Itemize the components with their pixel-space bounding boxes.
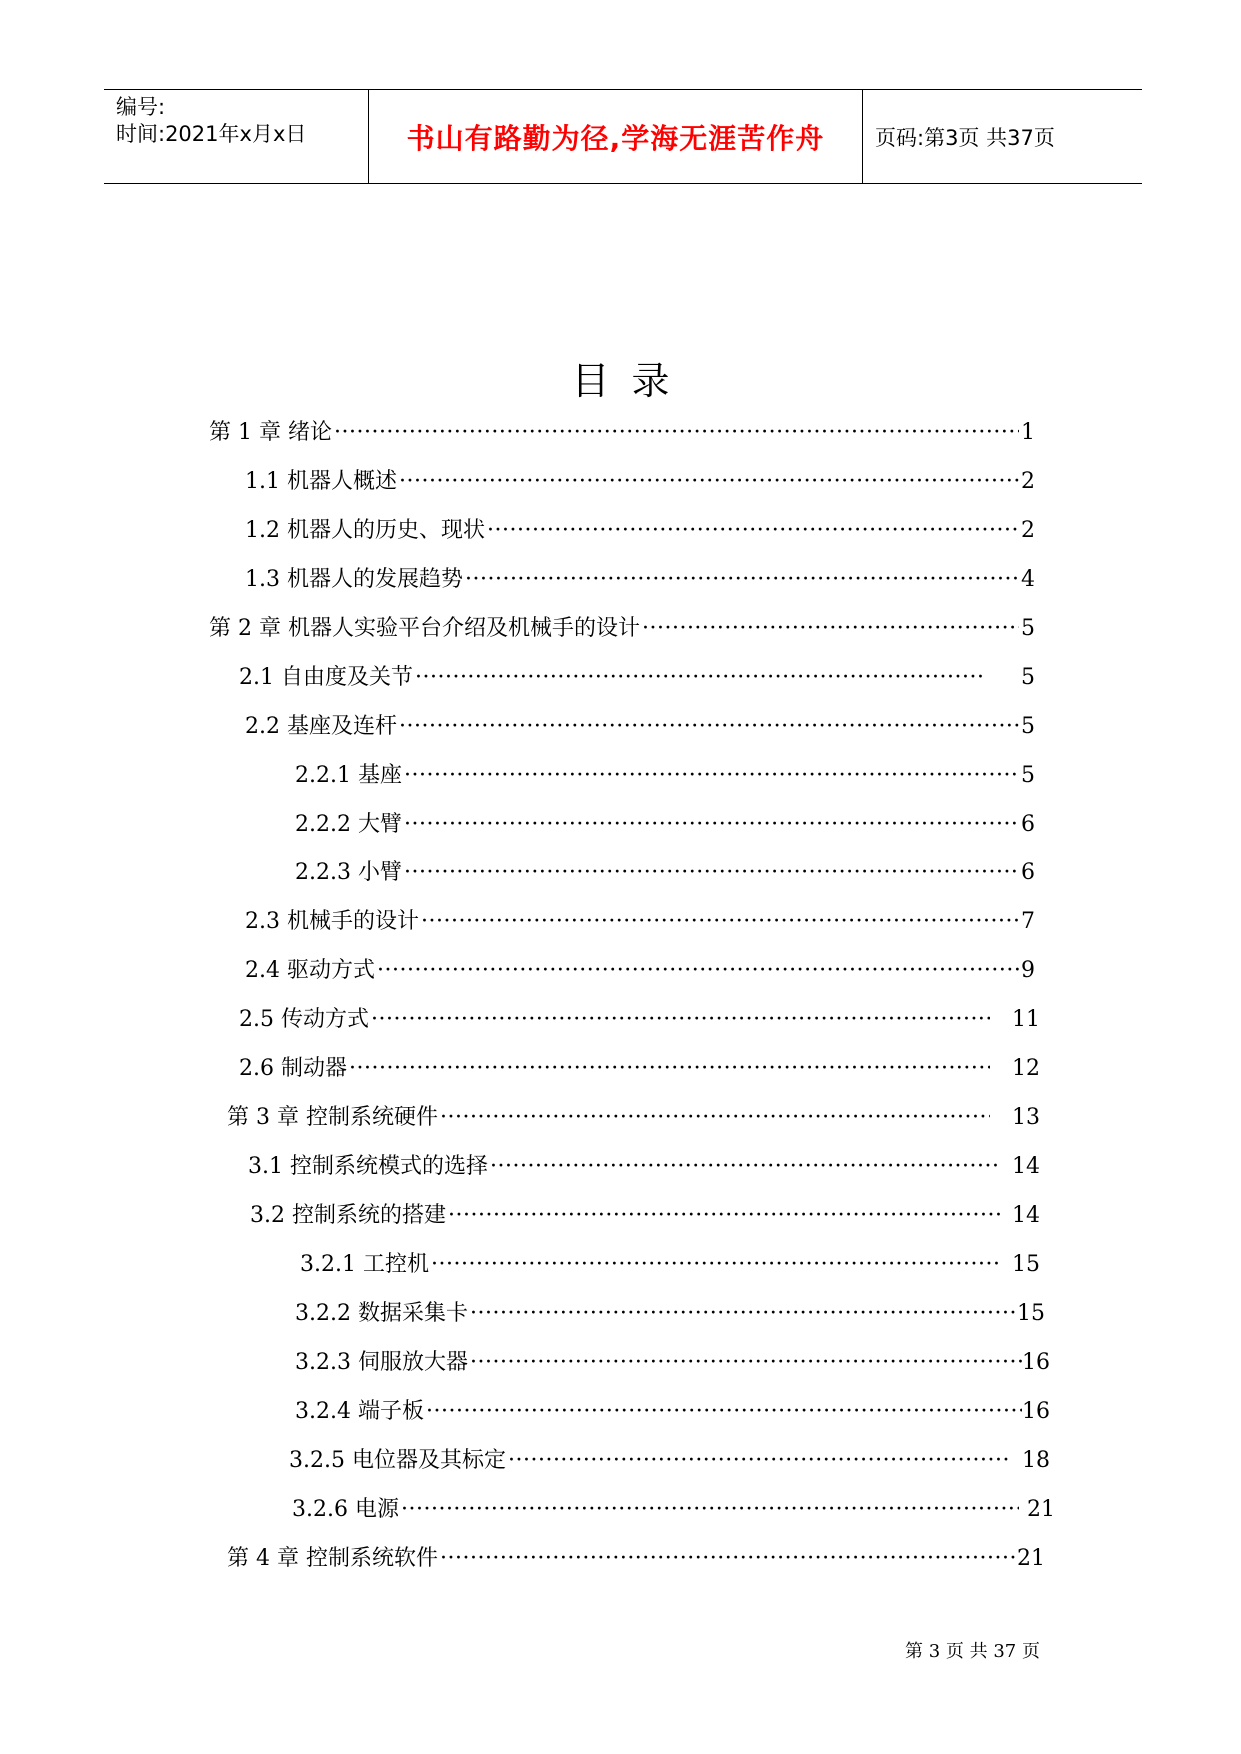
toc-entry-page: 2 [1021, 469, 1035, 494]
toc-entry-label: 3.2.2 数据采集卡 [295, 1301, 468, 1326]
toc-entry[interactable] [295, 1347, 1050, 1379]
toc-entry[interactable] [209, 613, 1035, 645]
toc-entry-label: 1.1 机器人概述 [245, 469, 397, 494]
toc-entry-page: 16 [1022, 1399, 1050, 1424]
toc-entry[interactable] [245, 906, 1035, 938]
toc-entry[interactable] [239, 1004, 1040, 1036]
toc-leader [377, 955, 1019, 987]
toc-leader [399, 466, 1019, 498]
toc-entry-page: 5 [1021, 665, 1035, 690]
toc-entry-label: 第 2 章 机器人实验平台介绍及机械手的设计 [209, 616, 640, 641]
toc-entry-label: 第 3 章 控制系统硬件 [227, 1105, 438, 1130]
toc-entry-page: 16 [1022, 1350, 1050, 1375]
toc-leader [440, 1543, 1017, 1575]
toc-leader [404, 809, 1019, 841]
toc-entry-label: 第 1 章 绪论 [209, 420, 332, 445]
toc-entry-page: 6 [1021, 860, 1035, 885]
toc-entry[interactable] [295, 1396, 1050, 1428]
toc-leader [508, 1445, 1008, 1477]
toc-entry[interactable] [239, 1053, 1040, 1085]
toc-entry-page: 6 [1021, 812, 1035, 837]
toc-leader [415, 662, 983, 694]
toc-entry[interactable] [245, 564, 1035, 596]
toc-entry-page: 15 [1012, 1252, 1040, 1277]
toc-leader [487, 515, 1019, 547]
toc-entry-page: 2 [1021, 518, 1035, 543]
toc-leader [448, 1200, 1000, 1232]
page-code: 页码:第3页 共37页 [875, 125, 1055, 150]
page-footer: 第 3 页 共 37 页 [905, 1641, 1040, 1662]
toc-entry-page: 5 [1021, 763, 1035, 788]
toc-entry-page: 11 [1012, 1007, 1040, 1032]
toc-entry[interactable] [292, 1494, 1055, 1526]
toc-entry-label: 3.2 控制系统的搭建 [250, 1203, 446, 1228]
toc-entry-page: 5 [1021, 616, 1035, 641]
toc-entry-label: 3.2.5 电位器及其标定 [289, 1448, 506, 1473]
toc-entry-page: 9 [1021, 958, 1035, 983]
toc-title: 目录 [571, 359, 692, 403]
toc-entry-label: 2.2.2 大臂 [295, 812, 402, 837]
motto-text: 书山有路勤为径,学海无涯苦作舟 [406, 121, 825, 155]
toc-entry-page: 14 [1012, 1203, 1040, 1228]
toc-leader [399, 711, 1019, 743]
toc-entry-label: 1.3 机器人的发展趋势 [245, 567, 463, 592]
toc-entry[interactable] [250, 1200, 1040, 1232]
toc-entry-label: 3.1 控制系统模式的选择 [248, 1154, 488, 1179]
toc-entry[interactable] [245, 711, 1035, 743]
toc-entry[interactable] [239, 662, 1035, 694]
toc-leader [431, 1249, 1000, 1281]
toc-leader [426, 1396, 1022, 1428]
toc-entry-label: 2.2 基座及连杆 [245, 714, 397, 739]
toc-entry-page: 13 [1012, 1105, 1040, 1130]
toc-entry-page: 18 [1022, 1448, 1050, 1473]
toc-leader [371, 1004, 990, 1036]
toc-entry-label: 2.3 机械手的设计 [245, 909, 419, 934]
toc-entry[interactable] [248, 1151, 1040, 1183]
toc-entry-label: 2.2.1 基座 [295, 763, 402, 788]
toc-leader [421, 906, 1019, 938]
time-label: 时间:2021年x月x日 [116, 122, 307, 146]
toc-entry[interactable] [245, 515, 1035, 547]
toc-entry[interactable] [227, 1102, 1040, 1134]
toc-entry[interactable] [227, 1543, 1045, 1575]
toc-entry[interactable] [245, 466, 1035, 498]
toc-entry-label: 2.5 传动方式 [239, 1007, 369, 1032]
toc-leader [404, 857, 1019, 889]
toc-entry-page: 1 [1021, 420, 1035, 445]
toc-entry[interactable] [295, 857, 1035, 889]
toc-leader [642, 613, 1019, 645]
toc-entry-page: 15 [1017, 1301, 1045, 1326]
toc-entry-page: 5 [1021, 714, 1035, 739]
toc-leader [470, 1347, 1022, 1379]
toc-leader [465, 564, 1019, 596]
toc-entry-label: 3.2.4 端子板 [295, 1399, 424, 1424]
toc-entry-label: 2.2.3 小臂 [295, 860, 402, 885]
toc-leader [349, 1053, 990, 1085]
toc-entry-label: 第 4 章 控制系统软件 [227, 1546, 438, 1571]
toc-entry-label: 3.2.6 电源 [292, 1497, 399, 1522]
toc-entry[interactable] [295, 1298, 1045, 1330]
number-label: 编号: [116, 95, 166, 119]
toc-leader [334, 417, 1019, 449]
toc-entry[interactable] [295, 809, 1035, 841]
toc-entry-label: 2.1 自由度及关节 [239, 665, 413, 690]
toc-entry[interactable] [289, 1445, 1050, 1477]
toc-leader [490, 1151, 1000, 1183]
toc-entry[interactable] [245, 955, 1035, 987]
toc-leader [440, 1102, 990, 1134]
toc-leader [404, 760, 1019, 792]
toc-entry[interactable] [209, 417, 1035, 449]
toc-entry-page: 14 [1012, 1154, 1040, 1179]
toc-entry-label: 3.2.3 伺服放大器 [295, 1350, 468, 1375]
toc-entry-page: 12 [1012, 1056, 1040, 1081]
toc-leader [470, 1298, 1017, 1330]
toc-entry-label: 2.4 驱动方式 [245, 958, 375, 983]
toc-entry[interactable] [300, 1249, 1040, 1281]
toc-entry-label: 3.2.1 工控机 [300, 1252, 429, 1277]
toc-entry-page: 4 [1021, 567, 1035, 592]
toc-entry-page: 7 [1021, 909, 1035, 934]
toc-entry-label: 2.6 制动器 [239, 1056, 347, 1081]
toc-leader [401, 1494, 1019, 1526]
toc-entry-label: 1.2 机器人的历史、现状 [245, 518, 485, 543]
toc-entry[interactable] [295, 760, 1035, 792]
toc-entry-page: 21 [1027, 1497, 1055, 1522]
toc-entry-page: 21 [1017, 1546, 1045, 1571]
